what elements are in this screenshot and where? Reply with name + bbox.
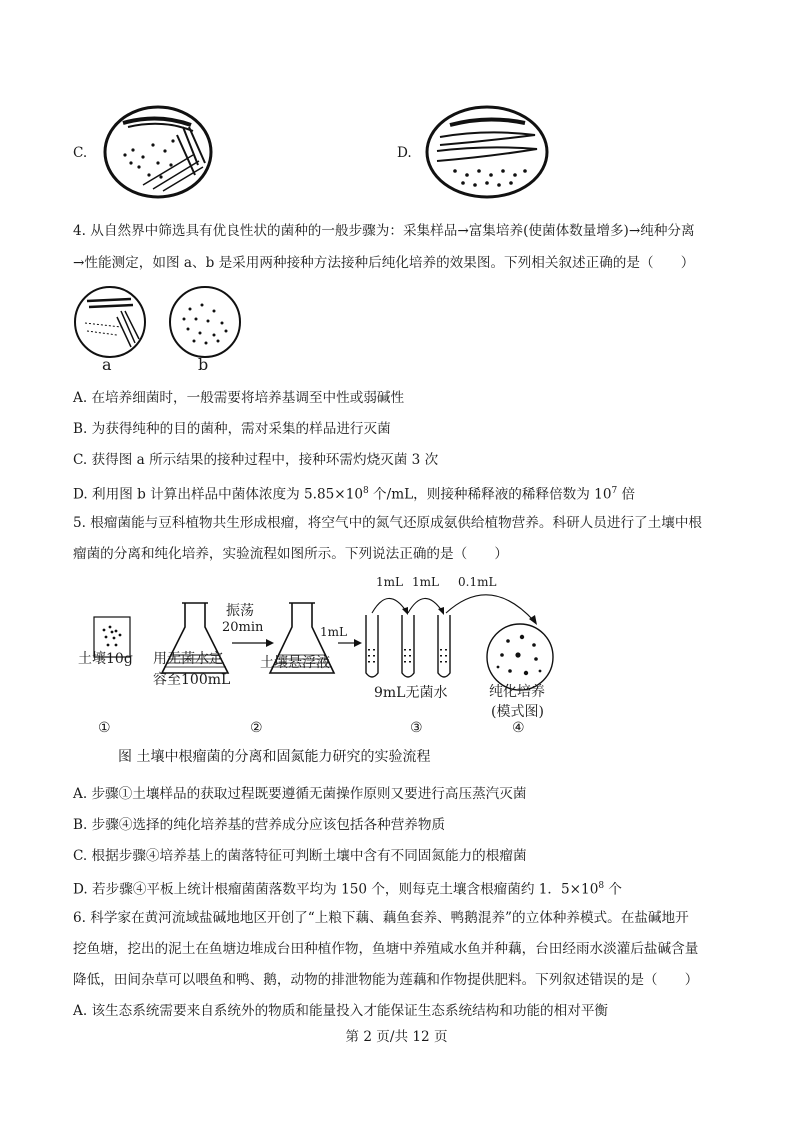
q6-stem-line2: 挖鱼塘，挖出的泥土在鱼塘边堆成台田种植作物，鱼塘中养殖咸水鱼并种藕，台田经雨水淡灌后盐碱含量: [73, 941, 699, 957]
petri-dish-d-image: [425, 105, 550, 200]
page-footer: 第 2 页/共 12 页: [345, 1029, 448, 1045]
q4-option-d-text1: D. 利用图 b 计算出样品中菌体浓度为 5.85×10: [73, 486, 363, 503]
q6-stem-line1: 6. 科学家在黄河流域盐碱地地区开创了“上粮下藕、藕鱼套养、鸭鹅混养”的立体种养模式。在盐碱地开: [73, 910, 689, 926]
fig-caption: 图 土壤中根瘤菌的分离和固氮能力研究的实验流程: [118, 749, 431, 765]
option-d-label: D.: [397, 145, 412, 161]
q6-stem-line3: 降低，田间杂草可以喂鱼和鸭、鹅，动物的排泄物能为莲藕和作物提供肥料。下列叙述错误的是（ ）: [73, 972, 699, 988]
q5-option-d-text1: D. 若步骤④平板上统计根瘤菌菌落数平均为 150 个，则每克土壤含根瘤菌约 1．5×10: [73, 881, 599, 898]
q5-option-b: B. 步骤④选择的纯化培养基的营养成分应该包括各种营养物质: [73, 817, 446, 833]
q4-option-a: A. 在培养细菌时，一般需要将培养基调至中性或弱碱性: [73, 390, 405, 406]
q4-option-d: [73, 482, 635, 504]
q4-option-d-text2: 个/mL，则接种稀释液的稀释倍数为 10: [368, 486, 612, 503]
fig-tube-transfer-3: 0.1mL: [458, 575, 497, 589]
q5-option-d-exp: 8: [598, 881, 605, 891]
fig-shake-label: 振荡: [226, 603, 254, 619]
fig-step-1: ①: [98, 720, 111, 736]
fig-plate-label-2: (模式图): [491, 704, 544, 720]
q4-option-d-exp2: 7: [611, 486, 618, 496]
fig-flask1-label-1: 用无菌水定: [153, 651, 223, 667]
fig-label-a: a: [102, 355, 112, 374]
fig-label-b: b: [198, 355, 209, 374]
fig-step-2: ②: [250, 720, 263, 736]
q4-option-d-text3: 倍: [617, 486, 636, 503]
q5-option-c: C. 根据步骤④培养基上的菌落特征可判断土壤中含有不同固氮能力的根瘤菌: [73, 848, 527, 864]
fig-step-3: ③: [410, 720, 423, 736]
q4-option-d-exp1: 8: [363, 486, 369, 496]
fig-time-label: 20min: [222, 620, 264, 635]
q5-stem-line2: 瘤菌的分离和纯化培养，实验流程如图所示。下列说法正确的是（ ）: [73, 546, 508, 562]
fig-step-4: ④: [512, 720, 525, 736]
q4-stem-line2: →性能测定，如图 a、b 是采用两种接种方法接种后纯化培养的效果图。下列相关叙述正确的是（ ）: [73, 255, 695, 271]
fig-tube-transfer-2: 1mL: [412, 575, 439, 589]
fig-tube-transfer-1: 1mL: [376, 575, 403, 589]
q6-option-a: A. 该生态系统需要来自系统外的物质和能量投入才能保证生态系统结构和功能的相对平衡: [73, 1003, 609, 1019]
fig-tubes-label: 9mL无菌水: [374, 685, 448, 701]
fig-soil-label: 土壤10g: [78, 651, 133, 667]
petri-dish-c-image: [103, 105, 213, 200]
q5-option-a: A. 步骤①土壤样品的获取过程既要遵循无菌操作原则又要进行高压蒸汽灭菌: [73, 786, 527, 802]
petri-dish-b-image: [168, 285, 243, 360]
q5-stem-line1: 5. 根瘤菌能与豆科植物共生形成根瘤，将空气中的氮气还原成氨供给植物营养。科研人员进行了土壤中根: [73, 515, 703, 531]
q5-option-d-text2: 个: [604, 881, 623, 898]
q4-option-b: B. 为获得纯种的目的菌种，需对采集的样品进行灭菌: [73, 421, 391, 437]
option-c-label: C.: [73, 145, 88, 161]
q4-option-c: C. 获得图 a 所示结果的接种过程中，接种环需灼烧灭菌 3 次: [73, 452, 439, 468]
petri-dish-a-image: [73, 285, 148, 360]
fig-flask1-label-2: 容至100mL: [153, 672, 231, 688]
q4-stem-line1: 4. 从自然界中筛选具有优良性状的菌种的一般步骤为：采集样品→富集培养(使菌体数量增多)→纯种分离: [73, 223, 695, 239]
fig-suspension-label: 土壤悬浮液: [260, 655, 330, 671]
fig-transfer1-label: 1mL: [320, 625, 347, 639]
q5-option-d: [73, 877, 622, 899]
fig-plate-label-1: 纯化培养: [489, 684, 545, 700]
